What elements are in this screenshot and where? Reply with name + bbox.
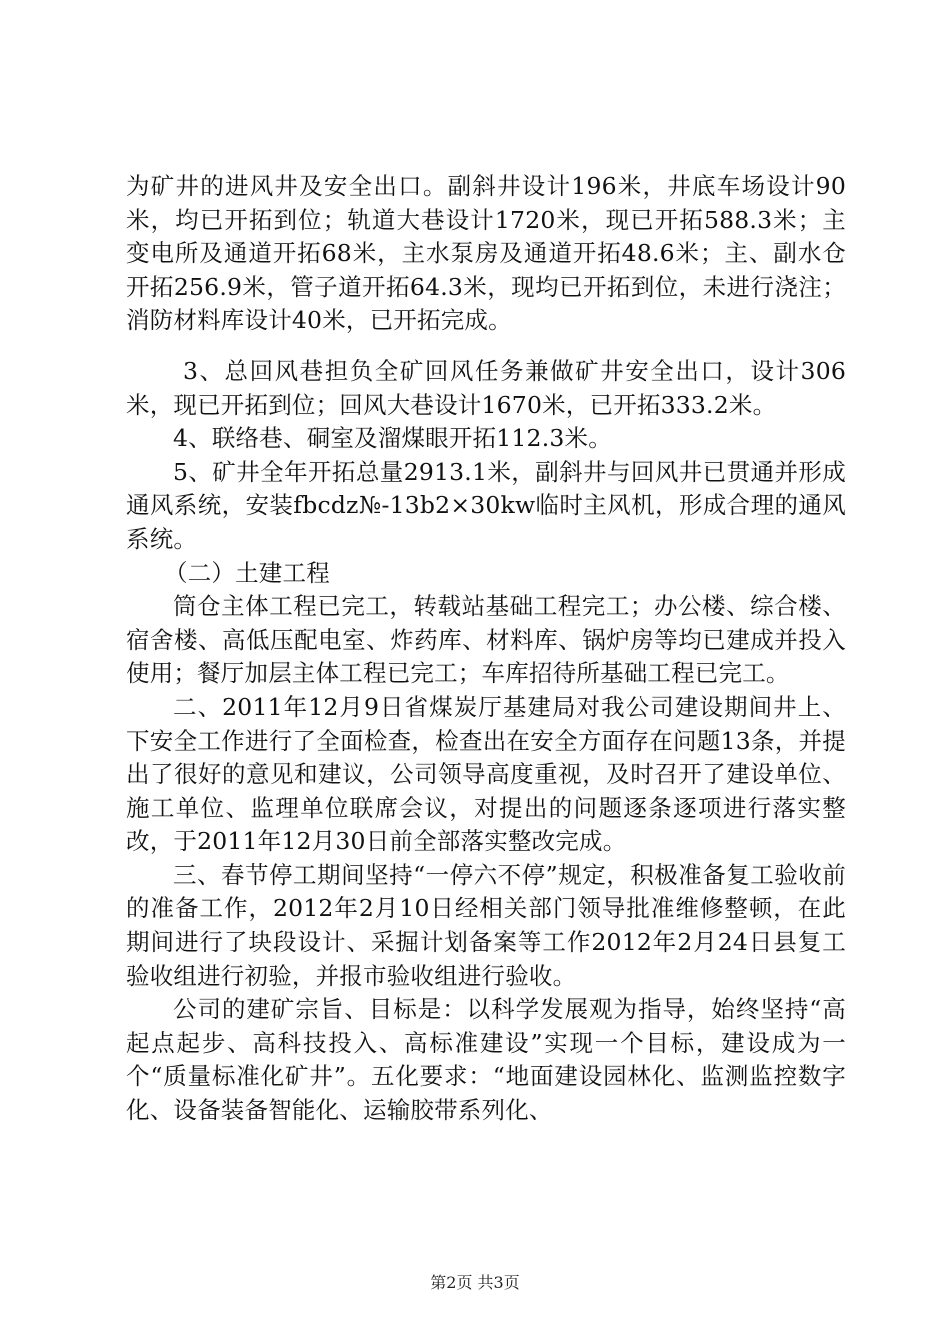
- paragraph-civil-works: 筒仓主体工程已完工，转载站基础工程完工；办公楼、综合楼、宿舍楼、高低压配电室、炸药库、材料库、锅炉房等均已建成并投入使用；餐厅加层主体工程已完工；车库招待所基础工程已完工。: [126, 592, 846, 688]
- paragraph-section-three: 三、春节停工期间坚持“一停六不停”规定，积极准备复工验收前的准备工作，2012年2月10日经相关部门领导批准维修整顿，在此期间进行了块段设计、采掘计划备案等工作2012年2月24日县复工验收组进行初验，并报市验收组进行验收。: [126, 860, 846, 990]
- paragraph-item-3: 3、总回风巷担负全矿回风任务兼做矿井安全出口，设计306米，现已开拓到位；回风大巷设计1670米，已开拓333.2米。: [126, 356, 846, 419]
- paragraph-company-goals: 公司的建矿宗旨、目标是：以科学发展观为指导，始终坚持“高起点起步、高科技投入、高标准建设”实现一个目标，建设成为一个“质量标准化矿井”。五化要求：“地面建设园林化、监测监控数字化、设备装备智能化、运输胶带系列化、: [126, 995, 846, 1125]
- paragraph-section-two: 二、2011年12月9日省煤炭厅基建局对我公司建设期间井上、下安全工作进行了全面检查，检查出在安全方面存在问题13条，并提出了很好的意见和建议，公司领导高度重视，及时召开了建设单位、施工单位、监理单位联席会议，对提出的问题逐条逐项进行落实整改，于2011年12月30日前全部落实整改完成。: [126, 692, 846, 856]
- paragraph-continuation: 为矿井的进风井及安全出口。副斜井设计196米，井底车场设计90米，均已开拓到位；轨道大巷设计1720米，现已开拓588.3米；主变电所及通道开拓68米，主水泵房及通道开拓48.6米；主、副水仓开拓256.9米，管子道开拓64.3米，现均已开拓到位，未进行浇注；消防材料库设计40米，已开拓完成。: [126, 172, 846, 335]
- page-number-footer: 第2页 共3页: [430, 1273, 520, 1292]
- document-body: [126, 170, 846, 1128]
- paragraph-item-5: 5、矿井全年开拓总量2913.1米，副斜井与回风井已贯通并形成通风系统，安装fbcdz№-13b2×30kw临时主风机，形成合理的通风系统。: [126, 457, 846, 553]
- section-heading-civil-works: （二）土建工程: [164, 558, 330, 587]
- paragraph-item-4: 4、联络巷、硐室及溜煤眼开拓112.3米。: [173, 424, 612, 453]
